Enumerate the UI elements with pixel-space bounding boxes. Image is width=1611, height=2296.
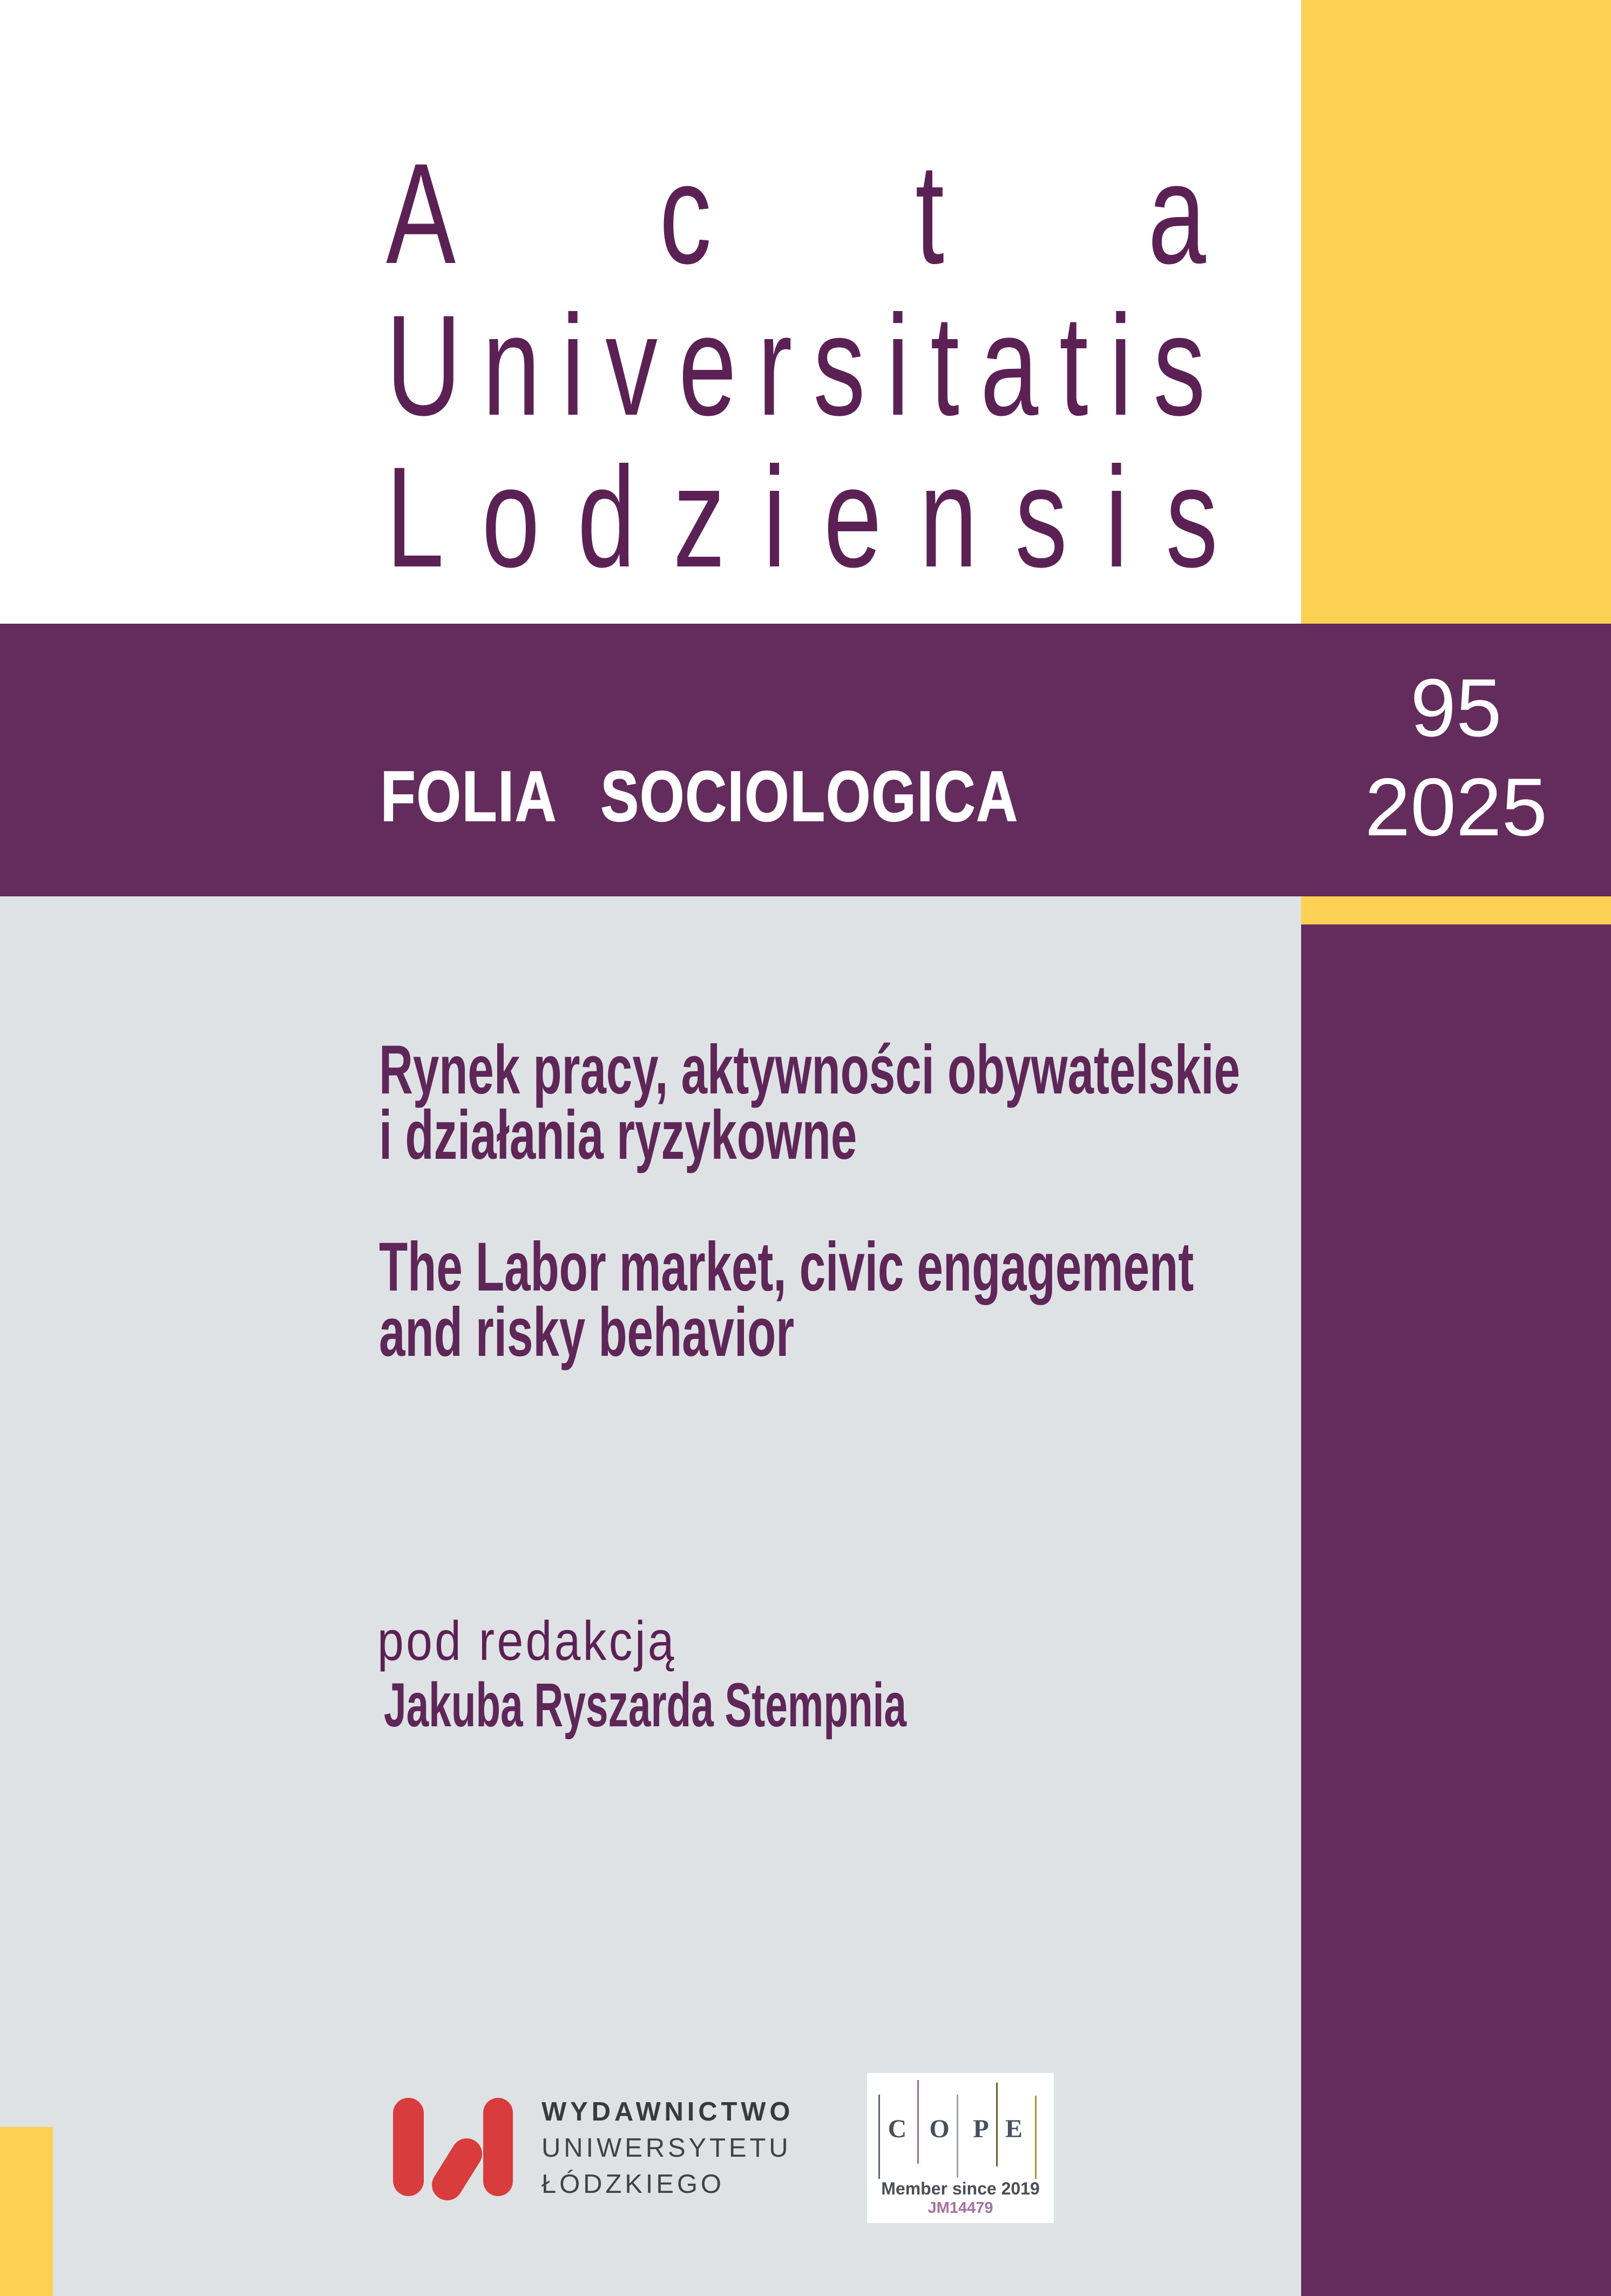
cope-bar-3 (957, 2095, 958, 2178)
issue-number: 95 (1410, 662, 1502, 754)
masthead-line-universitatis: Universitatis (386, 286, 1227, 445)
cope-bar-2 (917, 2080, 919, 2164)
volume-title-english-line1: The Labor market, civic engagement (379, 1228, 1194, 1306)
right-purple-column (1301, 924, 1611, 2296)
masthead-line-acta: Acta (386, 134, 1410, 294)
masthead-title (386, 134, 1410, 597)
volume-title-polish-line2: i działania ryzykowne (379, 1097, 857, 1174)
cope-member-id: JM14479 (928, 2199, 993, 2217)
publisher-name-line2: UNIWERSYTETU (541, 2133, 791, 2163)
masthead-line-lodziensis: Lodziensis (386, 437, 1256, 597)
volume-title-english-line2: and risky behavior (379, 1294, 795, 1371)
cope-bar-4 (996, 2083, 998, 2166)
volume-title-polish-line1: Rynek pracy, aktywności obywatelskie (379, 1031, 1240, 1109)
cope-letter-p: P (973, 2115, 989, 2143)
cope-membership-badge (867, 2073, 1054, 2223)
bottom-left-yellow-block (0, 2127, 53, 2296)
publisher-logo-right-bar (483, 2098, 513, 2196)
cope-bar-1 (878, 2095, 880, 2179)
volume-title-polish (379, 1031, 1240, 1174)
editor-name: Jakuba Ryszarda Stempnia (384, 1671, 906, 1740)
cope-letter-o: O (929, 2115, 950, 2143)
cope-letter-e: E (1005, 2115, 1023, 2143)
publisher-name-line3: ŁÓDZKIEGO (541, 2170, 725, 2199)
issue-year: 2025 (1364, 761, 1548, 853)
publisher-name-line1: WYDAWNICTWO (541, 2097, 794, 2126)
series-title: FOLIA SOCIOLOGICA (381, 757, 1019, 836)
cope-member-since: Member since 2019 (881, 2179, 1040, 2198)
cope-bar-5 (1035, 2096, 1037, 2179)
edited-by-label: pod redakcją (377, 1610, 676, 1672)
issue-block (1301, 658, 1611, 857)
cope-letter-c: C (888, 2115, 907, 2143)
volume-title-english (379, 1228, 1194, 1371)
publisher-logo-left-bar (393, 2098, 424, 2196)
